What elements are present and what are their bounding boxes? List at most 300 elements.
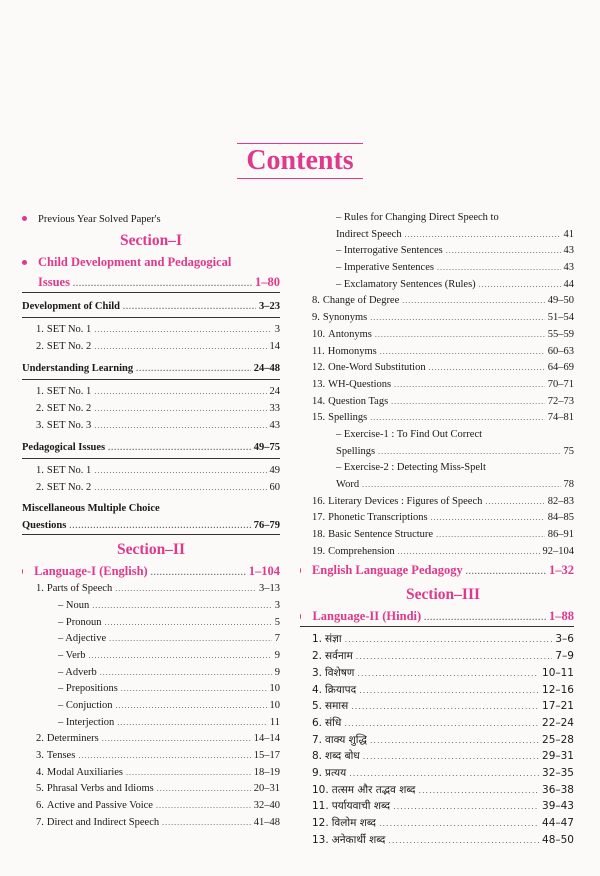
entry-number: 10. — [312, 783, 329, 796]
toc-entry — [312, 410, 574, 427]
leader-dots — [117, 715, 267, 732]
entry-pages: 3 — [274, 599, 280, 611]
entry-label: Questions — [22, 519, 67, 531]
leader-dots — [89, 648, 272, 665]
entry-pages: 44–47 — [542, 817, 574, 829]
toc-entry — [312, 360, 574, 377]
right-column — [312, 210, 574, 848]
entry-pages: 49–75 — [253, 442, 280, 454]
entry-label: – Prepositions — [58, 683, 118, 695]
entry-pages: 55–59 — [547, 328, 574, 340]
understanding-entry — [22, 359, 280, 380]
entry-pages: 1–80 — [255, 275, 280, 289]
leader-dots — [370, 410, 545, 427]
entry-pages: 12–16 — [542, 683, 574, 696]
entry-label: – Interjection — [58, 716, 115, 728]
entry-pages: 22–24 — [542, 716, 574, 729]
hindi-entry — [312, 665, 574, 682]
leader-dots — [370, 733, 539, 750]
entry-label: Tenses — [46, 750, 76, 762]
entry-number: 9. — [312, 766, 323, 779]
entry-number: 2. — [36, 733, 44, 745]
sub-entry — [22, 648, 280, 665]
entry-pages: 86–91 — [547, 529, 574, 541]
toc-entry — [312, 327, 574, 344]
entry-label: Word — [336, 479, 360, 490]
entry-number: 13. — [312, 378, 326, 390]
entry-pages: 3–6 — [555, 633, 574, 646]
leader-dots — [402, 293, 544, 310]
entry-number: 1. — [36, 324, 44, 335]
leader-dots — [94, 480, 266, 497]
entry-pages: 3 — [274, 324, 280, 335]
entry-pages: 3–23 — [259, 301, 280, 312]
entry-pages: 60–63 — [547, 345, 574, 357]
section-2-heading: Section–II — [116, 541, 186, 559]
leader-dots — [370, 310, 545, 327]
entry-pages: 1–104 — [248, 564, 280, 579]
sub-entry — [22, 715, 280, 732]
entry-label: SET No. 2 — [46, 482, 92, 494]
sub-entry — [312, 260, 574, 277]
entry-number: 11. — [312, 800, 329, 813]
entry-pages: 7 — [274, 633, 280, 645]
bullet-icon — [22, 569, 23, 574]
entry-number: 13. — [312, 833, 329, 846]
toc-entry — [312, 494, 574, 511]
entry-pages: 3–13 — [259, 583, 280, 595]
leader-dots — [69, 518, 250, 535]
entry-number: 3. — [312, 666, 323, 679]
toc-entry — [312, 344, 574, 361]
misc-entry-line2 — [22, 518, 280, 536]
entry-number: 4. — [312, 683, 323, 696]
toc-entry — [22, 815, 280, 832]
entry-label: SET No. 3 — [46, 419, 92, 431]
entry-label: SET No. 1 — [46, 465, 92, 477]
misc-entry-line1 — [22, 501, 280, 518]
entry-label: Understanding Learning — [22, 363, 134, 375]
leader-dots — [485, 494, 544, 511]
entry-pages: 5 — [274, 616, 280, 628]
exercise-1-line1 — [312, 427, 574, 444]
elp-entry — [300, 560, 574, 580]
entry-number: 2. — [36, 403, 44, 415]
leader-dots — [94, 418, 266, 435]
entry-pages: 72–73 — [547, 395, 574, 407]
entry-pages: 24–48 — [253, 363, 280, 375]
entry-label: – Adjective — [58, 633, 107, 645]
sub-entry — [22, 698, 280, 715]
toc-entry — [312, 510, 574, 527]
entry-label: – Interrogative Sentences — [336, 245, 443, 257]
hindi-entry — [312, 682, 574, 699]
entry-label: Child Development and Pedagogical — [38, 255, 232, 269]
entry-pages: 11 — [269, 716, 280, 728]
entry-pages: 49 — [269, 465, 280, 477]
entry-label: वाक्य शुद्धि — [325, 733, 367, 746]
leader-dots — [108, 438, 251, 458]
entry-pages: 60 — [269, 482, 280, 494]
leader-dots — [436, 527, 545, 544]
entry-number: 7. — [312, 733, 323, 746]
entry-label: Miscellaneous Multiple Choice — [22, 502, 160, 514]
sub-entry — [22, 615, 280, 632]
bullet-icon — [22, 216, 27, 221]
leader-dots — [437, 260, 561, 277]
entry-label: Homonyms — [327, 345, 377, 357]
leader-dots — [362, 477, 560, 494]
cdp-entry-line1 — [22, 252, 280, 272]
entry-number: 1. — [312, 633, 323, 646]
entry-label: Parts of Speech — [46, 583, 113, 595]
entry-pages: 43 — [563, 245, 574, 257]
entry-label: SET No. 1 — [46, 386, 92, 398]
entry-number: 9. — [312, 312, 320, 324]
entry-pages: 41–48 — [253, 816, 280, 828]
entry-pages: 20–31 — [253, 783, 280, 795]
leader-dots — [94, 463, 266, 480]
entry-pages: 36–38 — [542, 783, 574, 796]
entry-pages: 1–88 — [549, 609, 574, 624]
entry-number: 3. — [36, 419, 44, 431]
leader-dots — [94, 401, 266, 418]
entry-number: 6. — [36, 800, 44, 812]
entry-number: 11. — [312, 345, 325, 357]
entry-label: Modal Auxiliaries — [46, 766, 123, 778]
entry-pages: 51–54 — [547, 312, 574, 324]
hindi-entry — [312, 732, 574, 749]
hindi-entry — [312, 782, 574, 799]
entry-label: Pedagogical Issues — [22, 442, 106, 454]
toc-entry — [312, 527, 574, 544]
sub-entry — [22, 681, 280, 698]
entry-number: 6. — [312, 716, 323, 729]
entry-pages: 10 — [269, 700, 280, 711]
leader-dots — [405, 227, 561, 244]
entry-label: Change of Degree — [322, 295, 400, 307]
entry-number: 4. — [36, 766, 44, 778]
set-entry — [22, 463, 280, 480]
entry-number: 16. — [312, 495, 326, 507]
hindi-entry — [312, 631, 574, 648]
entry-label: शब्द बोध — [325, 750, 360, 763]
entry-label: संज्ञा — [325, 633, 342, 646]
entry-label: Question Tags — [328, 395, 389, 407]
entry-pages: 43 — [269, 419, 280, 431]
leader-dots — [100, 665, 272, 682]
entry-pages: 92–104 — [542, 545, 574, 557]
entry-number: 8. — [312, 295, 320, 307]
entry-label: Active and Passive Voice — [46, 800, 153, 812]
leader-dots — [380, 344, 545, 361]
section-3-heading: Section–III — [405, 586, 481, 604]
entry-label: Synonyms — [322, 312, 368, 324]
leader-dots — [345, 632, 553, 649]
entry-pages: 49–50 — [547, 295, 574, 307]
sub-entry — [22, 665, 280, 682]
hindi-entry — [312, 765, 574, 782]
leader-dots — [357, 666, 539, 683]
entry-number: 3. — [36, 750, 44, 762]
dev-child-entry — [22, 297, 280, 318]
toc-entry — [22, 731, 280, 748]
entry-label: पर्यायवाची शब्द — [331, 800, 391, 813]
entry-pages: 29–31 — [542, 750, 574, 763]
exercise-2-line1 — [312, 460, 574, 477]
leader-dots — [151, 563, 246, 583]
entry-number: 19. — [312, 545, 326, 557]
entry-label: WH-Questions — [328, 378, 392, 390]
entry-pages: 33 — [269, 403, 280, 415]
title-block — [0, 143, 600, 179]
toc-entry — [312, 293, 574, 310]
leader-dots — [351, 699, 539, 716]
entry-label: – Adverb — [58, 666, 97, 678]
entry-label: Direct and Indirect Speech — [46, 816, 160, 828]
leader-dots — [102, 731, 251, 748]
leader-dots — [121, 681, 267, 698]
entry-label: Phonetic Transcriptions — [328, 512, 428, 524]
leader-dots — [388, 833, 539, 850]
entry-pages: 84–85 — [547, 512, 574, 524]
sub-entry — [22, 598, 280, 615]
leader-dots — [94, 322, 271, 339]
entry-label: – Noun — [58, 599, 90, 611]
entry-label: SET No. 2 — [46, 403, 92, 415]
entry-label: समास — [325, 700, 349, 713]
entry-label: Issues — [38, 275, 70, 289]
entry-label: सर्वनाम — [325, 650, 353, 663]
entry-label: – Exercise-1 : To Find Out Correct — [336, 428, 483, 440]
rules-entry-line2 — [312, 227, 574, 244]
entry-pages: 14–14 — [253, 733, 280, 745]
leader-dots — [363, 749, 539, 766]
left-column — [22, 210, 280, 832]
language-1-entry — [22, 561, 280, 581]
leader-dots — [375, 327, 545, 344]
entry-label: SET No. 2 — [46, 340, 92, 352]
entry-number: 2. — [36, 482, 44, 494]
bullet-icon — [300, 568, 301, 573]
hindi-entry — [312, 815, 574, 832]
leader-dots — [156, 798, 251, 815]
toc-entry — [312, 544, 574, 561]
leader-dots — [379, 816, 539, 833]
leader-dots — [431, 510, 545, 527]
leader-dots — [359, 683, 539, 700]
leader-dots — [104, 615, 271, 632]
entry-label: – Verb — [58, 649, 86, 661]
sub-entry — [312, 277, 574, 294]
entry-label: English Language Pedagogy — [311, 563, 463, 578]
entry-number: 1. — [36, 465, 44, 477]
leader-dots — [136, 359, 251, 379]
set-entry — [22, 384, 280, 401]
toc-entry — [22, 748, 280, 765]
entry-label: – Exercise-2 : Detecting Miss-Spelt — [336, 462, 486, 474]
leader-dots — [109, 631, 272, 648]
bullet-icon — [300, 614, 301, 619]
hindi-entry — [312, 698, 574, 715]
pedagogical-entry — [22, 438, 280, 459]
entry-label: – Rules for Changing Direct Speech to — [336, 212, 499, 223]
leader-dots — [78, 748, 250, 765]
leader-dots — [356, 649, 553, 666]
entry-pages: 1–32 — [549, 563, 574, 578]
sub-entry — [22, 631, 280, 648]
set-entry — [22, 322, 280, 339]
leader-dots — [424, 608, 546, 628]
sub-entry — [312, 243, 574, 260]
entry-pages: 76–79 — [253, 519, 280, 531]
entry-number: 7. — [36, 816, 44, 828]
leader-dots — [116, 698, 267, 715]
toc-entry — [22, 765, 280, 782]
entry-number: 17. — [312, 512, 326, 524]
entry-label: SET No. 1 — [46, 324, 92, 335]
hindi-entry — [312, 648, 574, 665]
leader-dots — [393, 799, 539, 816]
toc-entry — [312, 394, 574, 411]
entry-number: 12. — [312, 362, 326, 374]
entry-label: Basic Sentence Structure — [328, 529, 434, 541]
cdp-entry-line2 — [22, 272, 280, 293]
leader-dots — [94, 339, 266, 356]
entry-pages: 7–9 — [555, 650, 574, 663]
toc-entry — [312, 377, 574, 394]
entry-label: Language-II (Hindi) — [312, 609, 422, 624]
entry-number: 18. — [312, 529, 326, 541]
leader-dots — [391, 394, 545, 411]
leader-dots — [162, 815, 251, 832]
entry-label: विलोम शब्द — [331, 817, 376, 829]
page-title: Contents — [246, 145, 354, 176]
entry-pages: 32–35 — [542, 766, 574, 779]
entry-label: Language-I (English) — [34, 564, 148, 579]
leader-dots — [446, 243, 561, 260]
bullet-icon — [22, 260, 27, 265]
entry-label: Spellings — [336, 445, 376, 457]
entry-number: 12. — [312, 817, 329, 829]
entry-label: विशेषण — [325, 666, 355, 679]
entry-label: तत्सम और तद्भव शब्द — [331, 783, 416, 796]
entry-pages: 25–28 — [542, 733, 574, 746]
entry-label: One-Word Substitution — [328, 362, 426, 374]
rules-entry-line1 — [312, 210, 574, 227]
leader-dots — [123, 297, 256, 317]
leader-dots — [418, 783, 539, 800]
toc-entry — [22, 781, 280, 798]
toc-entry — [22, 798, 280, 815]
entry-pages: 64–69 — [547, 362, 574, 374]
entry-pages: 82–83 — [547, 495, 574, 507]
leader-dots — [157, 781, 251, 798]
entry-label: Determiners — [46, 733, 99, 745]
leader-dots — [73, 274, 252, 294]
set-entry — [22, 339, 280, 356]
parts-of-speech-entry — [22, 581, 280, 598]
hindi-entry — [312, 798, 574, 815]
leader-dots — [466, 562, 546, 582]
entry-pages: 44 — [563, 278, 574, 290]
entry-label: Antonyms — [328, 328, 372, 340]
entry-label: क्रियापद — [325, 683, 357, 696]
entry-label: Indirect Speech — [336, 228, 402, 240]
entry-pages: 39–43 — [542, 800, 574, 813]
entry-pages: 78 — [563, 479, 574, 490]
section-1-heading: Section–I — [120, 232, 182, 249]
leader-dots — [94, 384, 266, 401]
entry-label: Spellings — [328, 412, 368, 424]
exercise-2-line2 — [312, 477, 574, 494]
entry-label: Previous Year Solved Paper's — [38, 214, 161, 225]
leader-dots — [429, 360, 545, 377]
entry-pages: 75 — [563, 445, 574, 457]
leader-dots — [398, 544, 540, 561]
entry-number: 15. — [312, 412, 326, 424]
leader-dots — [115, 581, 256, 598]
entry-label: अनेकार्थी शब्द — [331, 833, 386, 846]
entry-number: 1. — [36, 386, 44, 398]
entry-label: संधि — [325, 716, 342, 729]
entry-label: Literary Devices : Figures of Speech — [328, 495, 483, 507]
entry-pages: 32–40 — [253, 800, 280, 812]
hindi-entry — [312, 715, 574, 732]
prev-year-entry — [22, 210, 280, 230]
entry-pages: 15–17 — [253, 750, 280, 762]
entry-number: 10. — [312, 328, 326, 340]
entry-pages: 18–19 — [253, 766, 280, 778]
entry-label: Development of Child — [22, 301, 120, 312]
entry-pages: 10 — [269, 683, 280, 695]
entry-label: – Pronoun — [58, 616, 102, 628]
entry-label: Phrasal Verbs and Idioms — [46, 783, 154, 795]
leader-dots — [378, 444, 560, 461]
leader-dots — [92, 598, 272, 615]
entry-number: 2. — [312, 650, 323, 663]
hindi-entry — [312, 832, 574, 849]
leader-dots — [479, 277, 561, 294]
entry-pages: 70–71 — [547, 378, 574, 390]
entry-label: प्रत्यय — [325, 766, 347, 779]
set-entry — [22, 401, 280, 418]
entry-pages: 14 — [269, 340, 280, 352]
entry-pages: 41 — [563, 228, 574, 240]
entry-pages: 17–21 — [542, 700, 574, 713]
entry-pages: 9 — [274, 649, 280, 661]
entry-label: – Imperative Sentences — [336, 262, 434, 274]
entry-pages: 24 — [269, 386, 280, 398]
leader-dots — [394, 377, 545, 394]
entry-pages: 48–50 — [542, 833, 574, 846]
entry-pages: 43 — [563, 262, 574, 274]
entry-number: 8. — [312, 750, 323, 763]
exercise-1-line2 — [312, 444, 574, 461]
set-entry — [22, 418, 280, 435]
entry-label: – Exclamatory Sentences (Rules) — [336, 278, 476, 290]
entry-label: – Conjuction — [58, 700, 113, 711]
toc-entry — [312, 310, 574, 327]
entry-number: 5. — [36, 783, 44, 795]
entry-pages: 74–81 — [547, 412, 574, 424]
entry-pages: 10–11 — [542, 666, 574, 679]
entry-number: 5. — [312, 700, 323, 713]
entry-label: Comprehension — [328, 545, 395, 557]
hindi-entry — [312, 748, 574, 765]
entry-number: 14. — [312, 395, 326, 407]
leader-dots — [126, 765, 251, 782]
